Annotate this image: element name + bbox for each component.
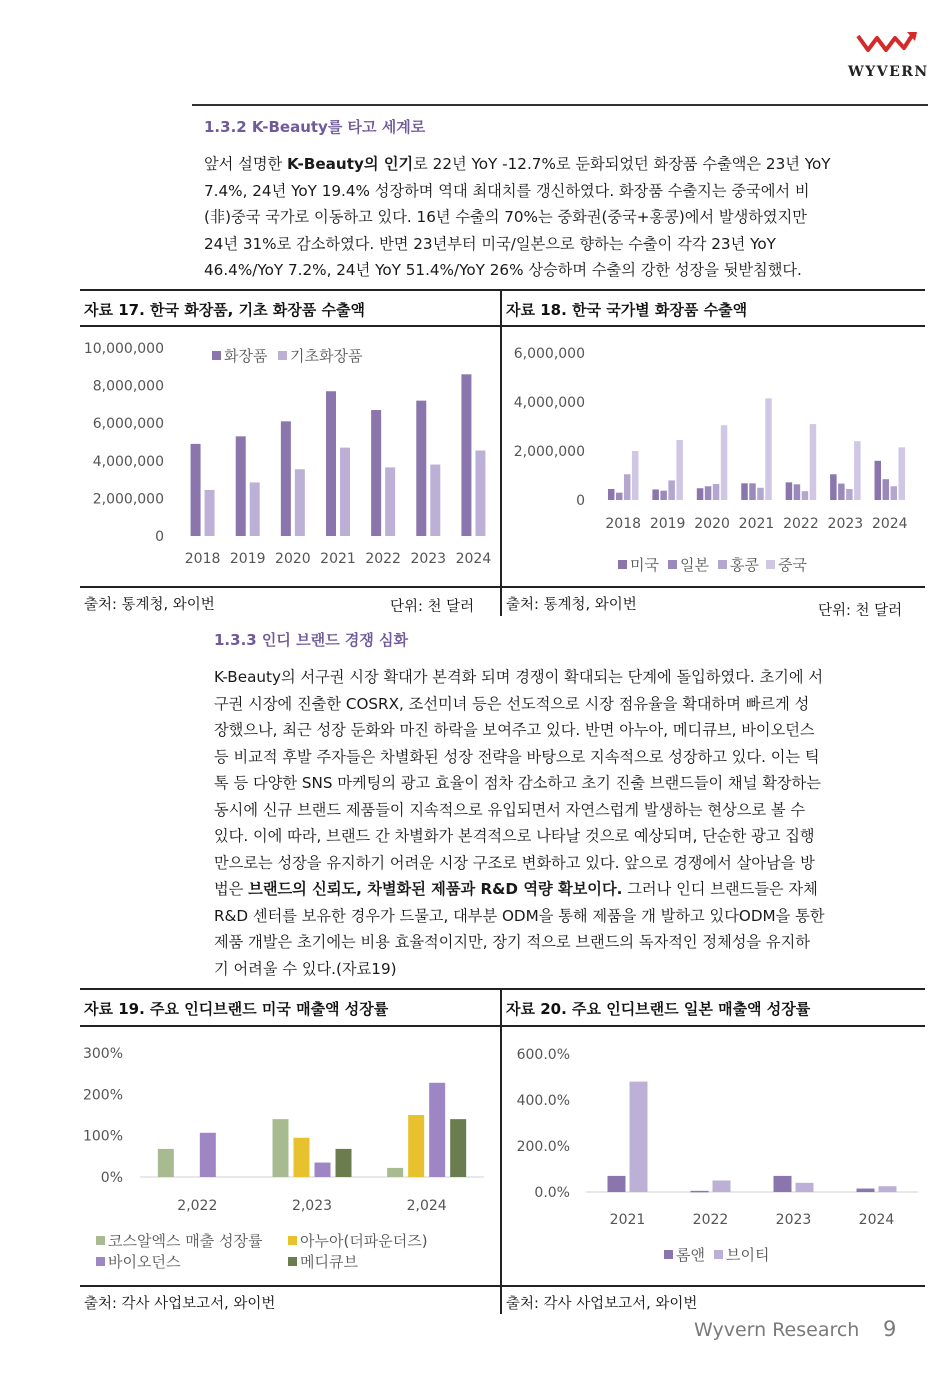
text-run: 그러나 인디 브랜드들은 자체: [622, 880, 818, 898]
paragraph-line: [204, 231, 914, 258]
x-tick-label: 2022: [692, 1212, 729, 1228]
x-tick-label: 2020: [275, 551, 311, 567]
bar-화장품: [236, 436, 246, 536]
legend-label: 메디큐브: [300, 1253, 358, 1271]
bar-미국: [830, 474, 837, 500]
y-tick-label: 0%: [100, 1170, 123, 1186]
bar-기초화장품: [295, 469, 305, 536]
page-number: 9: [883, 1317, 897, 1341]
y-tick-label: 6,000,000: [513, 346, 585, 362]
bar-중국: [854, 441, 861, 500]
bar-아누아(더파운더즈): [294, 1138, 310, 1177]
x-tick-label: 2019: [649, 516, 686, 532]
fig-row1-top-rule: [80, 289, 925, 291]
legend-label: 브이티: [726, 1246, 770, 1264]
paragraph-line: [214, 823, 914, 850]
fig18-header: 자료 18. 한국 국가별 화장품 수출액: [506, 301, 748, 319]
fig19-header: 자료 19. 주요 인디브랜드 미국 매출액 성장률: [84, 1000, 389, 1018]
paragraph-line: [204, 178, 914, 205]
x-tick-label: 2023: [827, 516, 864, 532]
bar-일본: [883, 479, 890, 500]
x-tick-label: 2022: [783, 516, 819, 532]
x-tick-label: 2024: [871, 516, 908, 532]
bar-기초화장품: [205, 490, 215, 536]
paragraph-line: [214, 717, 914, 744]
fig17-header: 자료 17. 한국 화장품, 기초 화장품 수출액: [84, 301, 365, 319]
x-tick-label: 2018: [605, 516, 642, 532]
bar-롬앤: [857, 1189, 875, 1192]
bar-미국: [875, 461, 882, 500]
bar-브이티: [713, 1181, 731, 1193]
text-run: 법은: [214, 880, 249, 898]
legend-label: 롬앤: [676, 1246, 705, 1264]
bar-미국: [608, 489, 615, 500]
section2-paragraph: [214, 664, 914, 982]
fig18-chart: [504, 330, 924, 584]
text-run: R&D 센터를 보유한 경우가 드물고, 대부분 ODM을 통해 제품을 개 발하고 있다ODM을 통한: [214, 906, 825, 925]
bar-일본: [794, 484, 801, 500]
legend-swatch: [96, 1236, 105, 1245]
legend-swatch: [288, 1257, 297, 1266]
footer-brand: Wyvern Research: [694, 1319, 860, 1341]
fig20-source: 출처: 각사 사업보고서, 와이번: [506, 1296, 698, 1312]
y-tick-label: 200%: [82, 1087, 123, 1104]
fig19-chart: [82, 1030, 498, 1283]
bar-미국: [697, 488, 704, 500]
x-tick-label: 2024: [858, 1212, 895, 1228]
y-tick-label: 0.0%: [534, 1185, 570, 1201]
bar-코스알엑스 매출 성장률: [158, 1149, 174, 1177]
bar-기초화장품: [430, 465, 440, 536]
legend-label: 코스알엑스 매출 성장률: [108, 1232, 263, 1250]
y-tick-label: 2,000,000: [92, 491, 164, 508]
bar-홍콩: [846, 489, 853, 500]
bar-화장품: [326, 391, 336, 536]
y-tick-label: 4,000,000: [92, 453, 164, 470]
legend-label: 아누아(더파운더즈): [300, 1232, 428, 1250]
legend-label: 기초화장품: [290, 347, 363, 365]
bar-롬앤: [774, 1176, 792, 1192]
x-tick-label: 2021: [609, 1212, 646, 1228]
legend-swatch: [714, 1250, 723, 1259]
bar-일본: [705, 486, 712, 500]
y-tick-label: 400.0%: [516, 1093, 570, 1109]
paragraph-line: [214, 876, 914, 903]
bar-기초화장품: [250, 482, 260, 536]
fig20-chart: [504, 1030, 924, 1283]
text-run: 로 22년 YoY -12.7%로 둔화되었던 화장품 수출액은 23년 YoY: [413, 155, 831, 173]
y-tick-label: 6,000,000: [92, 416, 164, 433]
y-tick-label: 0: [576, 493, 585, 509]
legend-swatch: [618, 560, 627, 569]
y-tick-label: 200.0%: [516, 1139, 570, 1155]
paragraph-line: [204, 204, 914, 231]
bar-미국: [652, 489, 659, 500]
bar-홍콩: [713, 484, 720, 500]
logo-text: WYVERN: [848, 64, 929, 80]
fig17-unit: 단위: 천 달러: [390, 599, 475, 615]
x-tick-label: 2023: [410, 551, 447, 567]
text-run: 톡 등 다양한 SNS 마케팅의 광고 효율이 점차 감소하고 초기 진출 브랜드들이 채널 확장하는: [214, 774, 821, 792]
bar-브이티: [630, 1082, 648, 1192]
text-run: 7.4%, 24년 YoY 19.4% 성장하며 역대 최대치를 갱신하였다. 화장품 수출지는 중국에서 비: [204, 181, 810, 200]
legend-label: 화장품: [224, 347, 268, 365]
fig-row2-divider: [500, 988, 502, 1314]
paragraph-line: [214, 691, 914, 718]
bar-일본: [749, 483, 756, 500]
paragraph-line: [214, 744, 914, 771]
legend-swatch: [288, 1236, 297, 1245]
fig17-chart: [82, 330, 498, 584]
section-title-1-3-3: 1.3.3 인디 브랜드 경쟁 심화: [214, 631, 409, 649]
text-run: 있다. 이에 따라, 브랜드 간 차별화가 본격적으로 나타날 것으로 예상되며, 단순한 광고 집행: [214, 827, 815, 845]
bar-바이오던스: [429, 1083, 445, 1177]
bar-코스알엑스 매출 성장률: [273, 1119, 289, 1177]
bar-바이오던스: [315, 1163, 331, 1177]
text-run: 46.4%/YoY 7.2%, 24년 YoY 51.4%/YoY 26% 상승하며 수출의 강한 성장을 뒷받침했다.: [204, 261, 802, 279]
bar-홍콩: [668, 480, 675, 500]
bar-일본: [660, 491, 667, 500]
legend-swatch: [668, 560, 677, 569]
bar-아누아(더파운더즈): [408, 1115, 424, 1177]
legend-swatch: [718, 560, 727, 569]
x-tick-label: 2021: [738, 516, 775, 532]
bar-롬앤: [608, 1176, 626, 1192]
text-run: 기 어려울 수 있다.(자료19): [214, 959, 397, 978]
bar-브이티: [879, 1186, 897, 1192]
x-tick-label: 2021: [320, 551, 356, 567]
bar-미국: [786, 482, 793, 500]
bar-기초화장품: [340, 448, 350, 536]
paragraph-line: [214, 797, 914, 824]
paragraph-line: [204, 151, 914, 178]
bar-화장품: [281, 421, 291, 536]
x-tick-label: 2019: [229, 551, 266, 567]
y-tick-label: 2,000,000: [513, 444, 585, 460]
y-tick-label: 100%: [82, 1128, 123, 1145]
bar-화장품: [371, 410, 381, 536]
y-tick-label: 600.0%: [516, 1047, 570, 1063]
x-tick-label: 2023: [775, 1212, 812, 1228]
bar-중국: [676, 440, 683, 500]
fig-row1-divider: [500, 289, 502, 616]
section-title-1-3-2: 1.3.2 K-Beauty를 타고 세계로: [204, 118, 426, 136]
bar-메디큐브: [450, 1119, 466, 1177]
x-tick-label: 2,024: [406, 1198, 447, 1214]
x-tick-label: 2,022: [177, 1198, 218, 1214]
legend-swatch: [96, 1257, 105, 1266]
fig18-source: 출처: 통계청, 와이번: [506, 597, 637, 613]
paragraph-line: [214, 929, 914, 956]
legend-label: 미국: [630, 556, 659, 574]
text-run: 구권 시장에 진출한 COSRX, 조선미녀 등은 선도적으로 시장 점유율을 확대하며 빠르게 성: [214, 694, 810, 713]
legend-swatch: [766, 560, 775, 569]
legend-swatch: [212, 351, 221, 360]
text-run: 24년 31%로 감소하였다. 반면 23년부터 미국/일본으로 향하는 수출이 각각 23년 YoY: [204, 234, 776, 253]
bar-일본: [616, 493, 623, 500]
bold-text-run: 브랜드의 신뢰도, 차별화된 제품과 R&D 역량 확보이다.: [248, 880, 623, 898]
bar-홍콩: [891, 486, 898, 500]
paragraph-line: [214, 956, 914, 983]
text-run: K-Beauty의 서구권 시장 확대가 본격화 되며 경쟁이 확대되는 단계에 돌입하였다. 초기에 서: [214, 668, 824, 686]
bar-중국: [721, 425, 728, 500]
y-tick-label: 300%: [82, 1046, 123, 1062]
text-run: 장했으나, 최근 성장 둔화와 마진 하락을 보여주고 있다. 반면 아누아, 메디큐브, 바이오던스: [214, 721, 815, 739]
fig-row2-top-rule: [80, 988, 925, 990]
y-tick-label: 0: [155, 529, 164, 545]
bar-메디큐브: [336, 1149, 352, 1177]
bar-화장품: [461, 374, 471, 536]
bar-기초화장품: [385, 467, 395, 536]
paragraph-line: [204, 257, 914, 284]
x-tick-label: 2020: [694, 516, 730, 532]
paragraph-line: [214, 770, 914, 797]
paragraph-line: [214, 903, 914, 930]
y-tick-label: 4,000,000: [513, 395, 585, 411]
bar-코스알엑스 매출 성장률: [387, 1168, 403, 1177]
fig-row1-bottom-rule: [80, 586, 925, 588]
fig19-source: 출처: 각사 사업보고서, 와이번: [84, 1296, 276, 1312]
bar-일본: [838, 484, 845, 500]
bar-중국: [632, 451, 639, 500]
bar-홍콩: [624, 474, 631, 500]
bar-중국: [810, 424, 817, 500]
header-rule: [192, 104, 928, 106]
bar-중국: [899, 447, 906, 500]
legend-label: 바이오던스: [108, 1253, 181, 1271]
x-tick-label: 2022: [365, 551, 401, 567]
logo-mark: [855, 28, 921, 56]
section1-paragraph: [204, 151, 914, 284]
bar-화장품: [191, 444, 201, 536]
legend-swatch: [664, 1250, 673, 1259]
fig-row2-header-rule: [80, 1025, 925, 1027]
legend-label: 일본: [680, 556, 709, 574]
fig-row2-bottom-rule: [80, 1285, 925, 1287]
bar-홍콩: [802, 491, 809, 500]
bar-롬앤: [691, 1191, 709, 1193]
x-tick-label: 2,023: [291, 1198, 333, 1214]
text-run: 동시에 신규 브랜드 제품들이 지속적으로 유입되면서 자연스럽게 발생하는 현상으로 볼 수: [214, 800, 806, 819]
text-run: 제품 개발은 초기에는 비용 효율적이지만, 장기 적으로 브랜드의 독자적인 정체성을 유지하: [214, 933, 810, 951]
fig-row1-header-rule: [80, 325, 925, 327]
text-run: 앞서 설명한: [204, 155, 288, 173]
bar-중국: [765, 398, 772, 500]
paragraph-line: [214, 850, 914, 877]
text-run: 만으로는 성장을 유지하기 어려운 시장 구조로 변화하고 있다. 앞으로 경쟁에서 살아남을 방: [214, 853, 815, 872]
legend-label: 중국: [778, 556, 807, 574]
y-tick-label: 8,000,000: [92, 378, 164, 395]
y-tick-label: 10,000,000: [83, 341, 164, 357]
bar-화장품: [416, 401, 426, 536]
fig20-header: 자료 20. 주요 인디브랜드 일본 매출액 성장률: [506, 1000, 811, 1018]
legend-swatch: [278, 351, 287, 360]
bar-홍콩: [757, 488, 764, 500]
legend-label: 홍콩: [730, 556, 759, 574]
bold-text-run: K-Beauty의 인기: [287, 155, 414, 173]
paragraph-line: [214, 664, 914, 691]
x-tick-label: 2018: [184, 551, 221, 567]
fig18-unit: 단위: 천 달러: [818, 603, 903, 619]
bar-미국: [741, 483, 748, 500]
text-run: (非)중국 국가로 이동하고 있다. 16년 수출의 70%는 중화권(중국+홍콩)에서 발생하였지만: [204, 208, 807, 226]
text-run: 등 비교적 후발 주자들은 차별화된 성장 전략을 바탕으로 지속적으로 성장하고 있다. 이는 틱: [214, 747, 820, 766]
bar-브이티: [796, 1183, 814, 1192]
bar-기초화장품: [475, 450, 485, 536]
fig17-source: 출처: 통계청, 와이번: [84, 597, 215, 613]
x-tick-label: 2024: [455, 551, 492, 567]
bar-바이오던스: [200, 1133, 216, 1177]
